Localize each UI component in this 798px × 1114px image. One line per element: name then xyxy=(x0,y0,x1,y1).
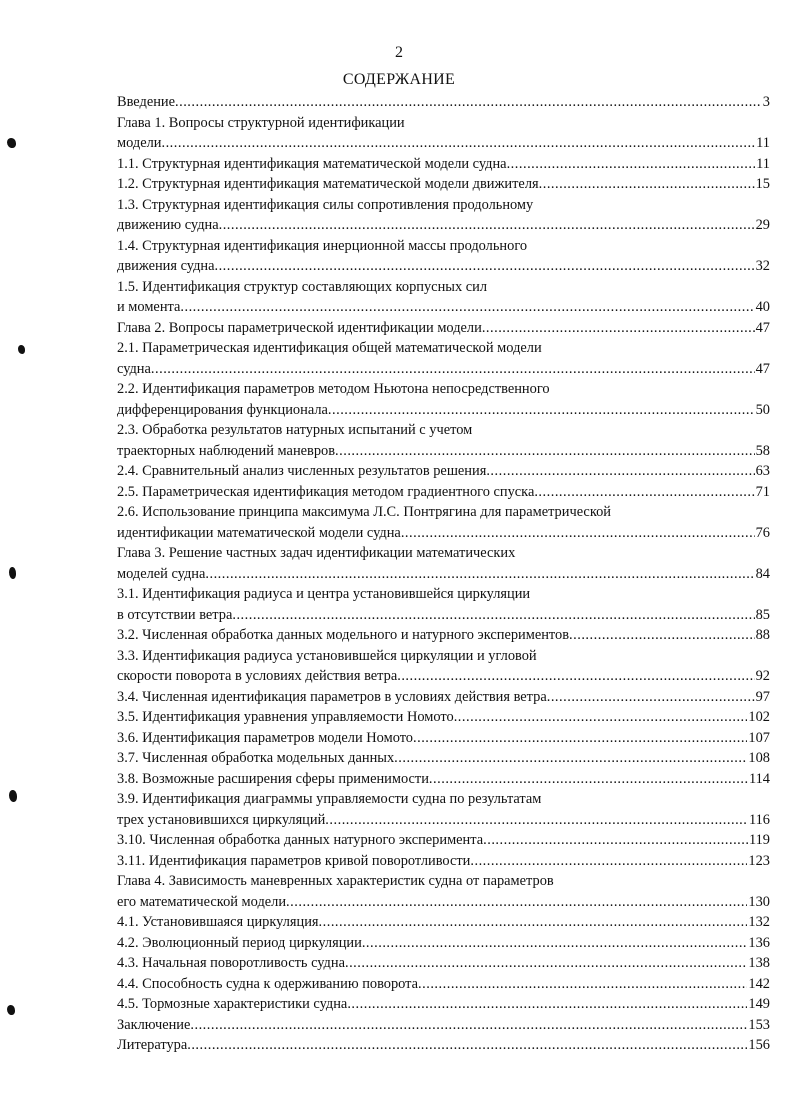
toc-entry-title: Глава 3. Решение частных задач идентификации математических xyxy=(117,545,516,561)
toc-leader-dots xyxy=(362,933,748,954)
toc-entry-page: 11 xyxy=(756,155,770,172)
toc-entry-page: 107 xyxy=(748,729,770,746)
toc-entry-title: 3.2. Численная обработка данных модельного и натурного экспериментов xyxy=(117,627,570,643)
toc-leader-dots xyxy=(219,215,755,236)
toc-entry-page: 47 xyxy=(755,360,770,377)
toc-entry-title: 3.6. Идентификация параметров модели Номото xyxy=(117,729,413,746)
toc-entry-title: модели xyxy=(117,135,162,151)
toc-entry-title: 3.5. Идентификация уравнения управляемости Номото xyxy=(117,709,454,725)
toc-entry xyxy=(117,892,770,913)
toc-leader-dots xyxy=(470,851,747,872)
toc-entry xyxy=(117,625,770,646)
scan-mark xyxy=(18,345,25,354)
toc-entry-title: 3.7. Численная обработка модельных данных xyxy=(117,750,395,766)
toc-entry-title: дифференцирования функционала xyxy=(117,401,328,418)
toc-entry xyxy=(117,728,770,749)
toc-leader-dots xyxy=(286,892,747,913)
toc-entry-page: 149 xyxy=(748,996,770,1012)
toc-entry-title: 2.5. Параметрическая идентификация методом градиентного спуска xyxy=(117,483,535,500)
toc-entry xyxy=(117,769,770,790)
toc-leader-dots xyxy=(232,605,754,626)
toc-entry xyxy=(117,1015,770,1036)
toc-entry xyxy=(117,215,770,236)
toc-entry xyxy=(117,953,770,974)
toc-entry xyxy=(117,359,770,380)
toc-leader-dots xyxy=(486,461,754,482)
toc-entry-title: 3.3. Идентификация радиуса установившейся циркуляции и угловой xyxy=(117,647,537,664)
toc-entry-title: Заключение xyxy=(117,1016,191,1033)
toc-entry-page: 84 xyxy=(755,565,770,582)
toc-entry xyxy=(117,789,770,810)
toc-entry xyxy=(117,523,770,544)
toc-entry-page: 3 xyxy=(762,94,770,110)
toc-leader-dots xyxy=(175,92,762,113)
toc-entry-title: судна xyxy=(117,360,151,377)
toc-entry xyxy=(117,687,770,708)
toc-entry-page: 130 xyxy=(748,893,770,910)
toc-entry xyxy=(117,666,770,687)
toc-leader-dots xyxy=(482,318,755,339)
toc-entry-title: 4.1. Установившаяся циркуляция xyxy=(117,914,319,930)
toc-entry xyxy=(117,830,770,851)
toc-leader-dots xyxy=(187,1035,747,1056)
toc-leader-dots xyxy=(328,400,755,421)
toc-entry xyxy=(117,420,770,441)
toc-leader-dots xyxy=(394,748,747,769)
toc-leader-dots xyxy=(319,912,748,933)
toc-entry-title: 3.10. Численная обработка данных натурного эксперимента xyxy=(117,832,484,848)
toc-leader-dots xyxy=(347,994,747,1015)
toc-entry-page: 136 xyxy=(748,934,770,951)
toc-entry xyxy=(117,174,770,195)
toc-entry-page: 58 xyxy=(755,442,770,459)
toc-entry-page: 47 xyxy=(755,319,770,336)
toc-leader-dots xyxy=(161,133,755,154)
toc-entry-title: Глава 4. Зависимость маневренных характеристик судна от параметров xyxy=(117,873,554,889)
toc-entry xyxy=(117,113,770,134)
toc-leader-dots xyxy=(454,707,748,728)
toc-entry-title: движения судна xyxy=(117,258,215,274)
toc-leader-dots xyxy=(214,256,754,277)
toc-entry xyxy=(117,482,770,503)
toc-entry xyxy=(117,256,770,277)
toc-entry xyxy=(117,605,770,626)
toc-entry-title: 4.2. Эволюционный период циркуляции xyxy=(117,934,362,951)
toc-leader-dots xyxy=(418,974,747,995)
toc-entry xyxy=(117,933,770,954)
toc-entry-title: 1.4. Структурная идентификация инерционной массы продольного xyxy=(117,237,528,254)
toc-leader-dots xyxy=(345,953,747,974)
toc-leader-dots xyxy=(401,523,755,544)
toc-entry xyxy=(117,994,770,1015)
toc-entry xyxy=(117,400,770,421)
toc-entry xyxy=(117,502,770,523)
toc-leader-dots xyxy=(507,154,756,175)
toc-entry xyxy=(117,564,770,585)
toc-entry-title: 3.4. Численная идентификация параметров в условиях действия ветра xyxy=(117,688,547,705)
scan-mark xyxy=(7,1005,15,1015)
toc-leader-dots xyxy=(534,482,754,503)
toc-entry-page: 15 xyxy=(755,176,770,192)
toc-entry-title: 1.2. Структурная идентификация математической модели движителя xyxy=(117,176,539,192)
toc-leader-dots xyxy=(539,174,755,195)
toc-entry xyxy=(117,851,770,872)
toc-leader-dots xyxy=(151,359,755,380)
toc-leader-dots xyxy=(325,810,748,831)
toc-entry-page: 102 xyxy=(748,709,770,725)
toc-entry-page: 92 xyxy=(755,668,770,684)
toc-entry-title: 3.1. Идентификация радиуса и центра установившейся циркуляции xyxy=(117,586,531,602)
toc-entry xyxy=(117,912,770,933)
toc-entry xyxy=(117,318,770,339)
toc-leader-dots xyxy=(180,297,754,318)
toc-entry xyxy=(117,871,770,892)
toc-entry-page: 71 xyxy=(755,483,770,500)
toc-entry-page: 50 xyxy=(755,401,770,418)
toc-entry-page: 132 xyxy=(748,914,770,930)
toc-entry-page: 63 xyxy=(755,463,770,479)
toc-entry xyxy=(117,297,770,318)
toc-entry xyxy=(117,543,770,564)
toc-entry-page: 85 xyxy=(755,606,770,623)
toc-entry xyxy=(117,707,770,728)
toc-entry xyxy=(117,154,770,175)
toc-leader-dots xyxy=(413,728,747,749)
toc-entry-title: 2.6. Использование принципа максимума Л.С. Понтрягина для параметрической xyxy=(117,504,611,520)
toc-entry-page: 116 xyxy=(748,811,770,828)
toc-entry-title: 2.4. Сравнительный анализ численных результатов решения xyxy=(117,463,487,479)
toc-entry-page: 97 xyxy=(755,688,770,705)
page-title: СОДЕРЖАНИЕ xyxy=(342,71,456,88)
toc-entry-title: 4.4. Способность судна к одерживанию поворота xyxy=(117,975,419,992)
toc-entry-title: трех установившихся циркуляций xyxy=(117,811,326,828)
toc-entry-title: идентификации математической модели судна xyxy=(117,524,401,541)
toc-entry-title: 1.5. Идентификация структур составляющих корпусных сил xyxy=(117,278,488,295)
toc-entry-page: 76 xyxy=(755,524,770,541)
toc-leader-dots xyxy=(483,830,748,851)
toc-leader-dots xyxy=(397,666,754,687)
toc-entry-title: 3.11. Идентификация параметров кривой поворотливости xyxy=(117,852,471,869)
toc-entry-title: Введение xyxy=(117,94,176,110)
toc-entry-title: Глава 2. Вопросы параметрической идентификации модели xyxy=(117,319,482,336)
toc-entry-title: 3.8. Возможные расширения сферы применимости xyxy=(117,770,429,787)
toc-leader-dots xyxy=(190,1015,747,1036)
toc-leader-dots xyxy=(429,769,748,790)
toc-entry-title: 2.3. Обработка результатов натурных испытаний с учетом xyxy=(117,422,473,438)
toc-entry-page: 108 xyxy=(748,750,770,766)
toc-entry xyxy=(117,461,770,482)
toc-leader-dots xyxy=(569,625,755,646)
toc-entry-title: 4.3. Начальная поворотливость судна xyxy=(117,955,345,971)
toc-entry-page: 114 xyxy=(748,770,770,787)
toc-entry-title: 1.1. Структурная идентификация математической модели судна xyxy=(117,155,507,172)
toc-entry xyxy=(117,236,770,257)
toc-entry-title: 2.1. Параметрическая идентификация общей математической модели xyxy=(117,340,542,356)
table-of-contents xyxy=(117,92,770,1056)
toc-entry xyxy=(117,974,770,995)
toc-entry xyxy=(117,133,770,154)
toc-entry-page: 11 xyxy=(756,135,770,151)
toc-entry-page: 142 xyxy=(748,975,770,992)
toc-entry-title: траекторных наблюдений маневров xyxy=(117,442,336,459)
toc-entry-title: в отсутствии ветра xyxy=(117,606,233,623)
toc-entry xyxy=(117,277,770,298)
toc-entry xyxy=(117,646,770,667)
toc-entry-page: 88 xyxy=(755,627,770,643)
toc-entry-title: 3.9. Идентификация диаграммы управляемости судна по результатам xyxy=(117,791,542,807)
toc-entry xyxy=(117,379,770,400)
toc-entry xyxy=(117,92,770,113)
scan-mark xyxy=(7,138,16,148)
toc-entry-title: движению судна xyxy=(117,217,219,233)
toc-entry-title: и момента xyxy=(117,299,181,315)
toc-entry xyxy=(117,195,770,216)
toc-entry-title: моделей судна xyxy=(117,565,206,582)
toc-entry-page: 153 xyxy=(748,1016,770,1033)
toc-entry-title: Литература xyxy=(117,1037,188,1053)
toc-entry-page: 138 xyxy=(748,955,770,971)
scan-mark xyxy=(9,567,16,579)
toc-entry xyxy=(117,810,770,831)
toc-entry-page: 156 xyxy=(748,1037,770,1053)
toc-leader-dots xyxy=(205,564,754,585)
toc-entry-title: 1.3. Структурная идентификация силы сопротивления продольному xyxy=(117,196,534,213)
toc-leader-dots xyxy=(335,441,755,462)
toc-entry-title: скорости поворота в условиях действия ветра xyxy=(117,668,398,684)
toc-leader-dots xyxy=(547,687,755,708)
toc-entry-page: 40 xyxy=(755,299,770,315)
scan-mark xyxy=(9,790,17,802)
toc-entry-page: 32 xyxy=(755,258,770,274)
toc-entry-page: 29 xyxy=(755,217,770,233)
toc-entry xyxy=(117,1035,770,1056)
toc-entry xyxy=(117,338,770,359)
toc-entry xyxy=(117,584,770,605)
toc-entry-title: его математической модели xyxy=(117,893,287,910)
toc-entry-title: Глава 1. Вопросы структурной идентификации xyxy=(117,114,405,131)
toc-entry xyxy=(117,441,770,462)
toc-entry-page: 123 xyxy=(748,852,770,869)
toc-entry-page: 119 xyxy=(748,832,770,848)
toc-entry-title: 2.2. Идентификация параметров методом Ньютона непосредственного xyxy=(117,381,550,397)
page-number: 2 xyxy=(395,44,403,61)
toc-entry-title: 4.5. Тормозные характеристики судна xyxy=(117,996,348,1012)
toc-entry xyxy=(117,748,770,769)
